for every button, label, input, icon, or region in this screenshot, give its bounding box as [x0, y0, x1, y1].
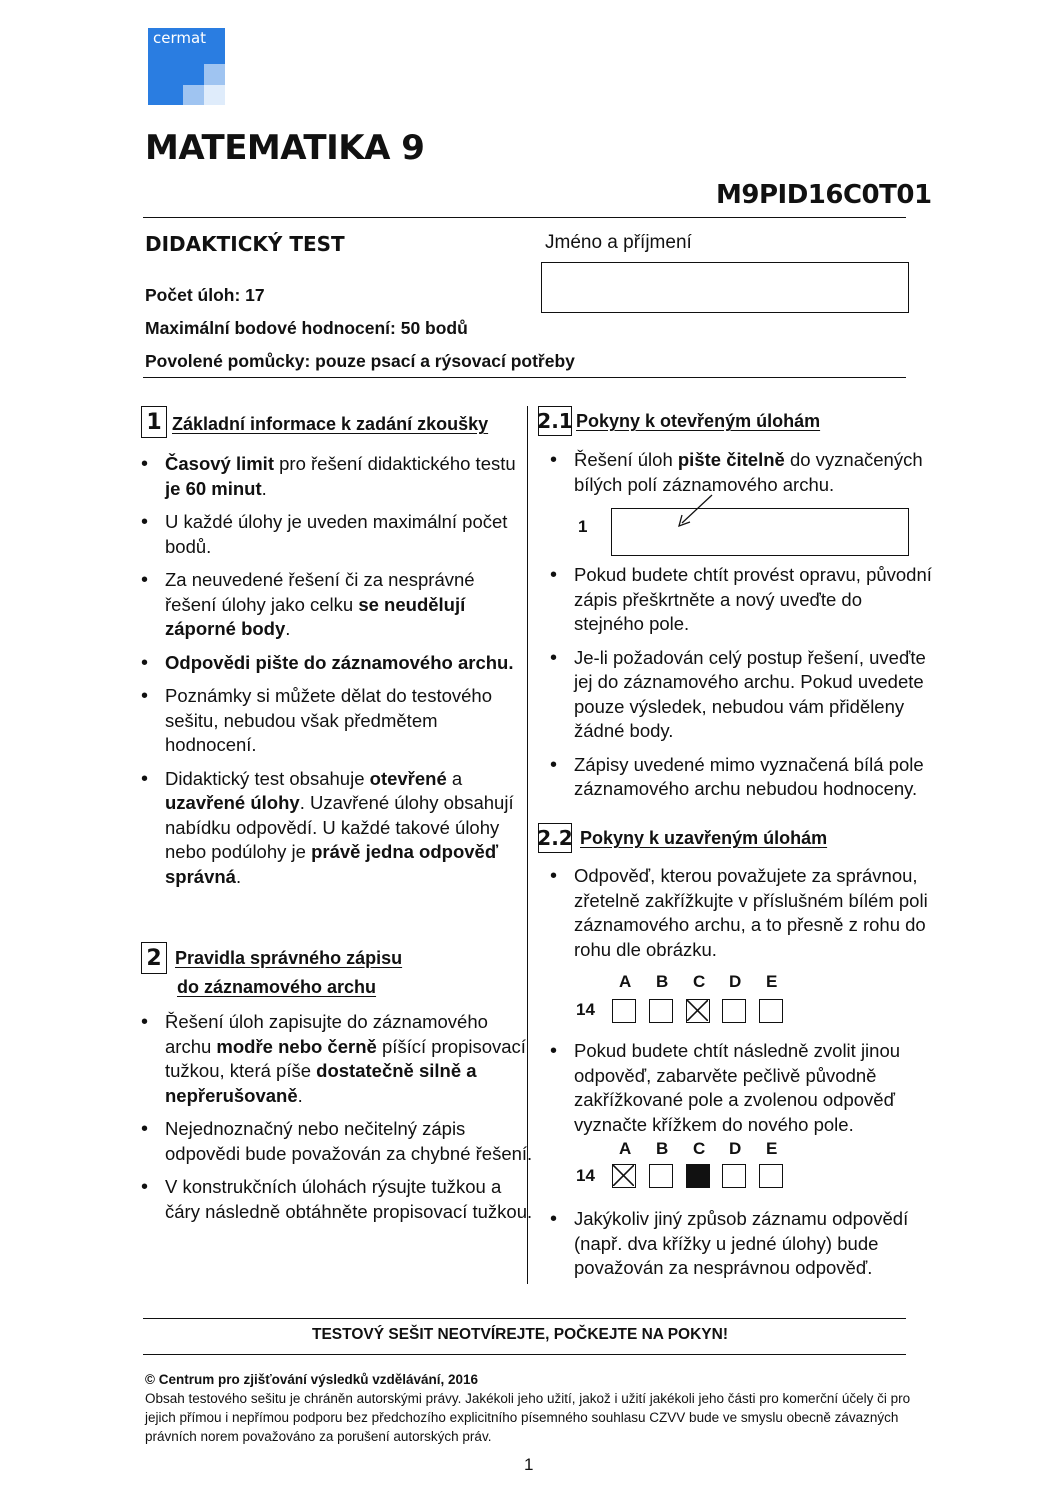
option-letter: A	[619, 1139, 632, 1158]
section-title: Pokyny k uzavřeným úlohám	[580, 828, 828, 848]
test-subtitle: DIDAKTICKÝ TEST	[145, 232, 345, 256]
bullet-text: Řešení úloh zapisujte do záznamového archu	[165, 1011, 488, 1057]
info-max-points: Maximální bodové hodnocení: 50 bodů	[145, 318, 468, 338]
bullet-item	[547, 448, 927, 497]
answer-box	[722, 999, 746, 1023]
bullet-text: modře nebo černě	[216, 1035, 377, 1057]
copyright-text: Obsah testového sešitu je chráněn autorskými právy. Jakékoli jeho užití, jakož i užití jakékoli jeho části pro komerční účely či pro jejich přímou i nepřímou podporu bez předchozího explicitního písemného souhlasu CZVV bude ve smyslu obecně závazných právních norem považováno za porušení autorských práv.	[145, 1391, 911, 1444]
notice: TESTOVÝ SEŠIT NEOTVÍREJTE, POČKEJTE NA POKYN!	[312, 1326, 728, 1343]
bullet-text: pište čitelně	[677, 449, 785, 470]
bullet-item	[138, 1175, 533, 1224]
section-2-list	[138, 1010, 533, 1233]
info-task-count: Počet úloh: 17	[145, 285, 265, 305]
name-field[interactable]	[541, 262, 909, 313]
test-code: M9PID16C0T01	[716, 180, 932, 210]
section-22-list	[547, 1207, 937, 1290]
answer-box	[649, 1164, 673, 1188]
answer-box	[722, 1164, 746, 1188]
bullet-item	[138, 1010, 533, 1108]
answer-box	[612, 999, 636, 1023]
section-22-list	[547, 1039, 937, 1146]
option-letter: D	[729, 1139, 742, 1158]
bullet-item	[547, 753, 937, 802]
option-letter: C	[693, 972, 706, 991]
section-number: 2.1	[538, 406, 572, 436]
bullet-text: Je-li požadován celý postup řešení, uveďte jej do záznamového archu. Pokud uvedete pouze výsledek, nebudou vám přiděleny žádné body.	[574, 646, 926, 741]
cermat-logo	[148, 28, 225, 105]
option-letter: A	[619, 972, 632, 991]
bullet-text: Pokud budete chtít následně zvolit jinou odpověď, zabarvěte pečlivě původně zakřížkované pole a zvolenou odpověď vyznačte křížkem do nového pole.	[574, 1040, 901, 1135]
cross-icon	[613, 1165, 634, 1186]
bullet-text: .	[235, 865, 242, 887]
logo-text: cermat	[153, 29, 207, 47]
divider	[143, 1318, 906, 1319]
section-title: Pravidla správného zápisu	[175, 948, 403, 968]
bullet-text: je 60 minut	[165, 477, 262, 499]
bullet-item	[547, 1039, 937, 1137]
bullet-text: právě jedna odpověď správná	[165, 841, 499, 887]
section-number: 1	[141, 406, 167, 438]
answer-box	[759, 999, 783, 1023]
test-title: MATEMATIKA 9	[145, 128, 425, 168]
bullet-text: . Uzavřené úlohy obsahují nabídku odpovědí. U každé takové úlohy nebo podúlohy je	[165, 792, 514, 862]
bullet-text: .	[297, 1084, 303, 1106]
bullet-text: Odpověď, kterou považujete za správnou, zřetelně zakřížkujte v příslušném bílém poli záznamového archu, a to přesně z rohu do rohu dle obrázku.	[574, 865, 928, 960]
bullet-text: .	[285, 618, 291, 639]
bullet-text: Řešení úloh	[574, 449, 678, 470]
bullet-text: dostatečně silně a nepřerušovaně	[165, 1060, 477, 1106]
example-task-number: 1	[578, 517, 588, 536]
section-number: 2	[141, 942, 167, 974]
copyright-title: © Centrum pro zjišťování výsledků vzdělávání, 2016	[145, 1372, 479, 1387]
bullet-item	[138, 651, 518, 676]
example-task-number: 14	[576, 1000, 595, 1019]
answer-box	[759, 1164, 783, 1188]
bullet-item	[547, 646, 937, 744]
bullet-text: pro řešení didaktického testu	[274, 453, 516, 474]
bullet-item	[138, 767, 518, 890]
section-1-list	[138, 452, 518, 898]
option-letter: C	[693, 1139, 706, 1158]
option-letter: E	[766, 1139, 778, 1158]
bullet-item	[138, 510, 518, 559]
bullet-text: Pokud budete chtít provést opravu, původní zápis přeškrtněte a nový uveďte do stejného pole.	[574, 564, 932, 634]
bullet-item	[547, 1207, 937, 1281]
logo-square	[204, 85, 225, 105]
bullet-text: Jakýkoliv jiný způsob záznamu odpovědí (např. dva křížky u jedné úlohy) bude považován za nesprávnou odpověď.	[574, 1208, 909, 1278]
logo-square	[183, 85, 204, 105]
answer-box	[686, 999, 710, 1023]
section-21-list	[547, 448, 927, 506]
section-title: Pokyny k otevřeným úlohám	[576, 411, 821, 431]
bullet-text: Časový limit	[165, 453, 274, 474]
info-allowed-tools: Povolené pomůcky: pouze psací a rýsovací potřeby	[145, 351, 575, 371]
section-21-list	[547, 563, 937, 811]
bullet-item	[547, 563, 937, 637]
bullet-text: uzavřené úlohy	[165, 792, 300, 813]
answer-box	[649, 999, 673, 1023]
bullet-text: se neudělují záporné body	[165, 593, 466, 639]
section-22-list	[547, 864, 937, 971]
bullet-text: Didaktický test obsahuje	[165, 767, 370, 789]
example-answer-field	[611, 508, 909, 556]
divider	[143, 1354, 906, 1355]
logo-square	[204, 64, 225, 85]
bullet-item	[547, 864, 937, 962]
section-title: do záznamového archu	[177, 977, 377, 997]
answer-box	[686, 1164, 710, 1188]
bullet-item	[138, 568, 518, 642]
bullet-text: Odpovědi pište do záznamového archu.	[165, 651, 514, 673]
name-label: Jméno a příjmení	[545, 232, 692, 253]
bullet-text: Nejednoznačný nebo nečitelný zápis odpovědi bude považován za chybné řešení.	[165, 1118, 533, 1164]
option-letter: B	[656, 1139, 669, 1158]
bullet-item	[138, 1117, 533, 1166]
bullet-text: U každé úlohy je uveden maximální počet bodů.	[165, 511, 508, 557]
bullet-item	[138, 684, 518, 758]
option-letter: E	[766, 972, 778, 991]
divider	[143, 377, 906, 378]
bullet-text: Za neuvedené řešení či za nesprávné řešení úlohy jako celku	[165, 569, 475, 615]
bullet-text: do vyznačených bílých polí záznamového archu.	[574, 449, 923, 495]
bullet-item	[138, 452, 518, 501]
answer-box	[612, 1164, 636, 1188]
bullet-text: otevřené	[369, 767, 447, 789]
option-letter: D	[729, 972, 742, 991]
section-number: 2.2	[538, 823, 572, 853]
bullet-text: píšící propisovací tužkou, která píše	[165, 1035, 526, 1081]
bullet-text: Poznámky si můžete dělat do testového sešitu, nebudou však předmětem hodnocení.	[165, 685, 493, 755]
copyright	[145, 1370, 925, 1446]
option-letter: B	[656, 972, 669, 991]
example-task-number: 14	[576, 1166, 595, 1185]
bullet-text: Zápisy uvedené mimo vyznačená bílá pole záznamového archu nebudou hodnoceny.	[574, 753, 924, 799]
cross-icon	[687, 1000, 708, 1021]
bullet-text: a	[446, 767, 463, 789]
arrow-icon	[670, 492, 720, 532]
divider	[143, 217, 906, 218]
section-title: Základní informace k zadání zkoušky	[172, 414, 489, 434]
bullet-text: V konstrukčních úlohách rýsujte tužkou a čáry následně obtáhněte propisovací tužkou.	[165, 1176, 533, 1222]
page-number: 1	[524, 1455, 534, 1474]
bullet-text: .	[261, 477, 267, 499]
